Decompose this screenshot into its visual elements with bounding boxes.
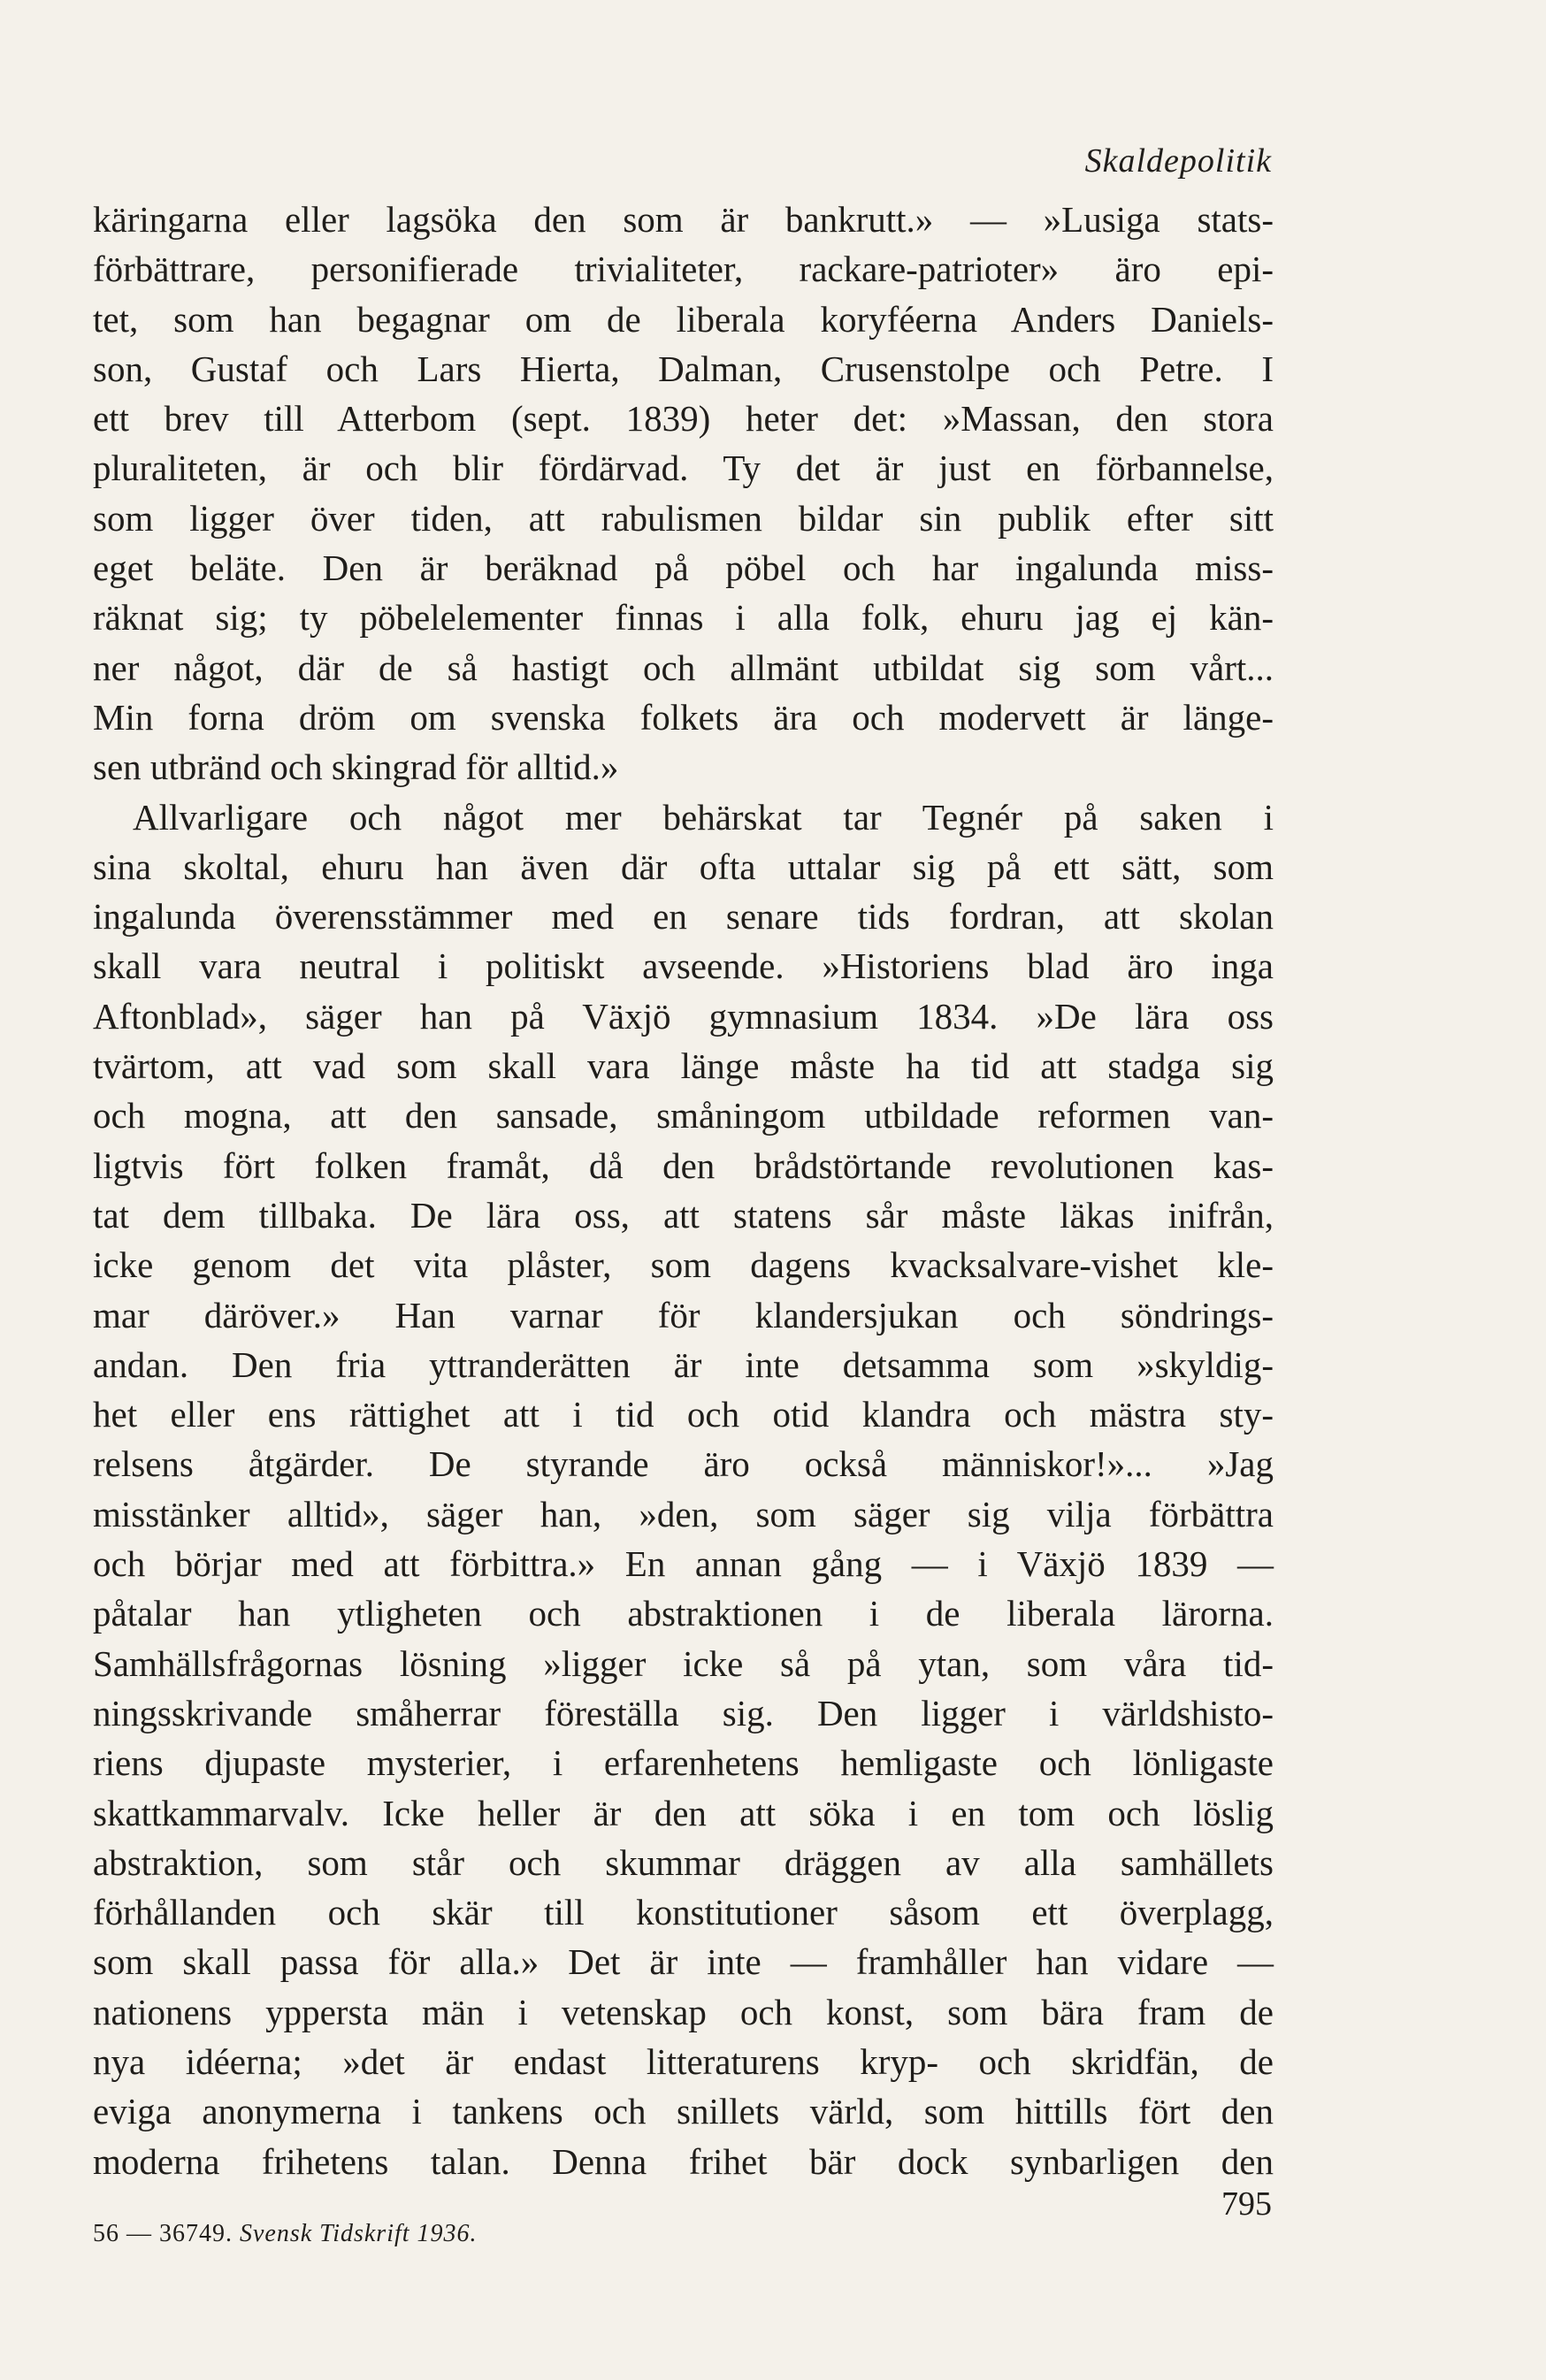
- text-line: ett brev till Atterbom (sept. 1839) heter det: »Massan, den stora: [93, 398, 1274, 440]
- text-line: moderna frihetens talan. Denna frihet bär dock synbarligen den: [93, 2140, 1274, 2182]
- text-line: nationens yppersta män i vetenskap och konst, som bära fram de: [93, 1991, 1274, 2032]
- text-line: förhållanden och skär till konstitutioner såsom ett överplagg,: [93, 1892, 1274, 1933]
- text-line: sina skoltal, ehuru han även där ofta uttalar sig på ett sätt, som: [93, 846, 1274, 887]
- text-line: ligtvis fört folken framåt, då den brådstörtande revolutionen kas-: [93, 1144, 1274, 1186]
- text-line: käringarna eller lagsöka den som är bankrutt.» — »Lusiga stats-: [93, 199, 1274, 240]
- text-line: het eller ens rättighet att i tid och otid klandra och mästra sty-: [93, 1394, 1274, 1435]
- text-line: Samhällsfrågornas lösning »ligger icke så på ytan, som våra tid-: [93, 1642, 1274, 1684]
- page-number: 795: [1221, 2185, 1272, 2223]
- text-line: ner något, där de så hastigt och allmänt utbildat sig som vårt...: [93, 647, 1274, 688]
- text-line: riens djupaste mysterier, i erfarenhetens hemligaste och lönligaste: [93, 1742, 1274, 1784]
- text-line: Allvarligare och något mer behärskat tar Tegnér på saken i: [133, 796, 1274, 838]
- text-line: misstänker alltid», säger han, »den, som säger sig vilja förbättra: [93, 1493, 1274, 1534]
- text-line: räknat sig; ty pöbelelementer finnas i alla folk, ehuru jag ej kän-: [93, 597, 1274, 639]
- body-text: [93, 195, 1274, 2186]
- text-line: icke genom det vita plåster, som dagens kvacksalvare-vishet kle-: [93, 1244, 1274, 1286]
- text-line: tet, som han begagnar om de liberala koryféerna Anders Daniels-: [93, 298, 1274, 340]
- printer-signature: 56 — 36749.: [93, 2220, 233, 2247]
- text-line: andan. Den fria yttranderätten är inte detsamma som »skyldig-: [93, 1343, 1274, 1385]
- footer-signature: [93, 2220, 478, 2248]
- text-line: mar däröver.» Han varnar för klandersjukan och söndrings-: [93, 1294, 1274, 1335]
- text-line: skall vara neutral i politiskt avseende. »Historiens blad äro inga: [93, 945, 1274, 987]
- running-head: Skaldepolitik: [1084, 142, 1272, 180]
- text-line: abstraktion, som står och skummar dräggen av alla samhällets: [93, 1841, 1274, 1883]
- text-line: relsens åtgärder. De styrande äro också människor!»... »Jag: [93, 1443, 1274, 1485]
- text-line: tvärtom, att vad som skall vara länge måste ha tid att stadga sig: [93, 1045, 1274, 1087]
- text-line: Min forna dröm om svenska folkets ära och modervett är länge-: [93, 696, 1274, 738]
- text-line: påtalar han ytligheten och abstraktionen i de liberala lärorna.: [93, 1593, 1274, 1634]
- text-line: förbättrare, personifierade trivialiteter, rackare-patrioter» äro epi-: [93, 249, 1274, 290]
- text-line: eviga anonymerna i tankens och snillets värld, som hittills fört den: [93, 2091, 1274, 2132]
- text-line: som ligger över tiden, att rabulismen bildar sin publik efter sitt: [93, 497, 1274, 539]
- text-line: sen utbränd och skingrad för alltid.»: [93, 746, 619, 788]
- text-line: nya idéerna; »det är endast litteraturens kryp- och skridfän, de: [93, 2040, 1274, 2082]
- text-line: eget beläte. Den är beräknad på pöbel och har ingalunda miss-: [93, 547, 1274, 589]
- text-line: tat dem tillbaka. De lära oss, att statens sår måste läkas inifrån,: [93, 1194, 1274, 1236]
- text-line: och börjar med att förbittra.» En annan gång — i Växjö 1839 —: [93, 1543, 1274, 1585]
- text-line: pluraliteten, är och blir fördärvad. Ty det är just en förbannelse,: [93, 448, 1274, 489]
- text-line: skattkammarvalv. Icke heller är den att söka i en tom och löslig: [93, 1792, 1274, 1833]
- text-line: som skall passa för alla.» Det är inte — framhåller han vidare —: [93, 1941, 1274, 1983]
- text-line: Aftonblad», säger han på Växjö gymnasium 1834. »De lära oss: [93, 995, 1274, 1037]
- text-line: och mogna, att den sansade, småningom utbildade reformen van-: [93, 1095, 1274, 1136]
- text-line: son, Gustaf och Lars Hierta, Dalman, Crusenstolpe och Petre. I: [93, 348, 1274, 389]
- text-line: ingalunda överensstämmer med en senare tids fordran, att skolan: [93, 896, 1274, 937]
- publication-title: Svensk Tidskrift 1936.: [240, 2220, 478, 2247]
- text-line: ningsskrivande småherrar föreställa sig. Den ligger i världshisto-: [93, 1692, 1274, 1733]
